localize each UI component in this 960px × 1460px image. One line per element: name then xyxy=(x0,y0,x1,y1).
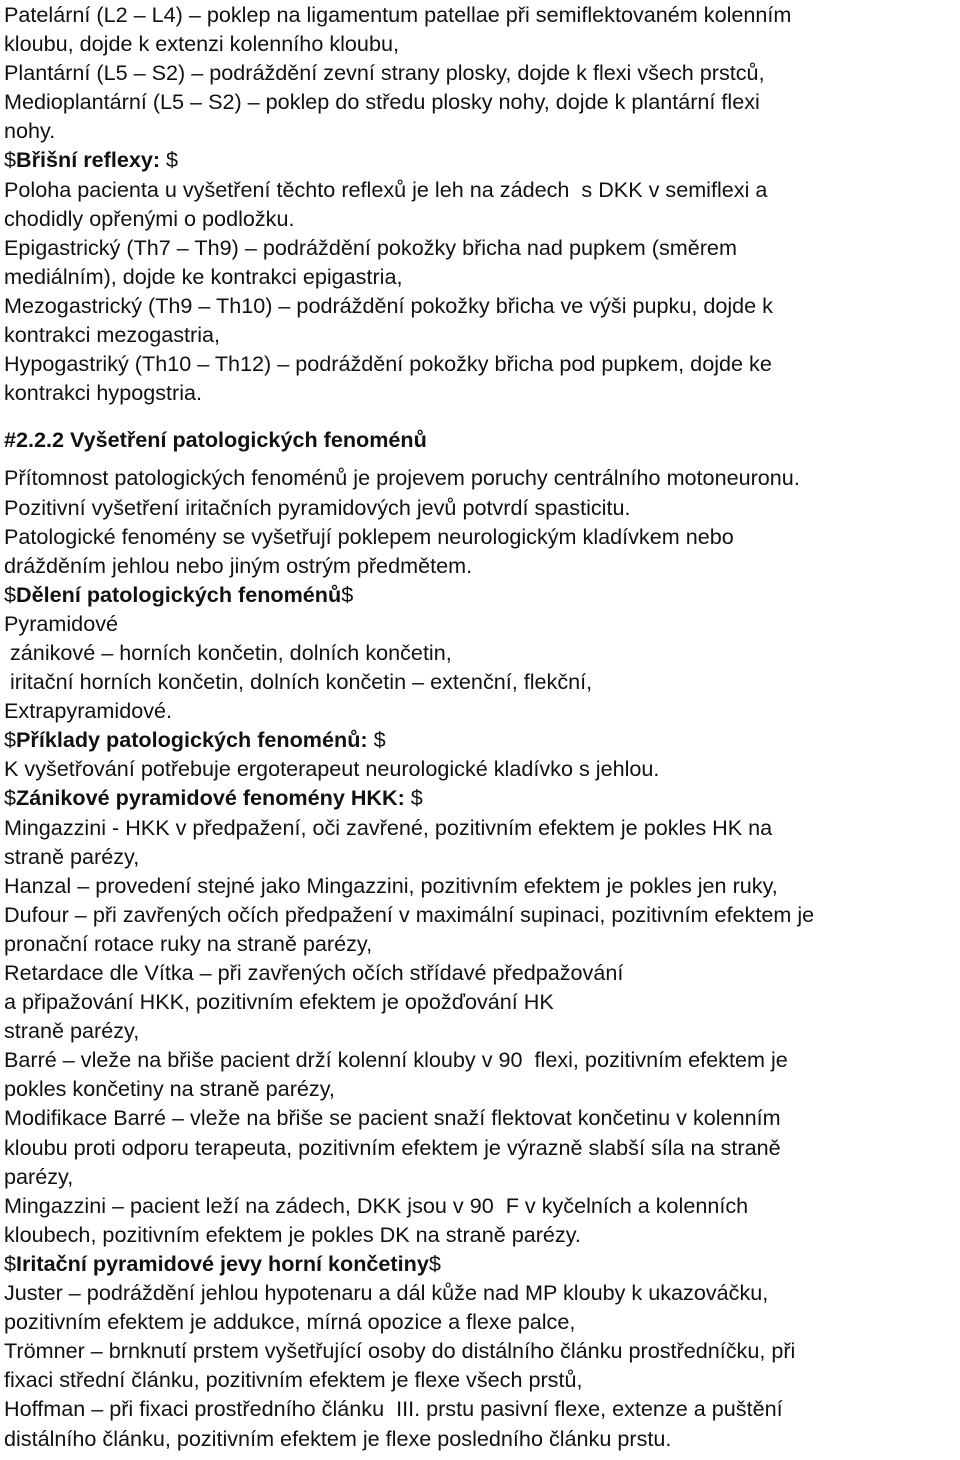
text-line: Mingazzini – pacient leží na zádech, DKK jsou v 90 F v kyčelních a kolenních xyxy=(4,1192,749,1218)
text-line: Pyramidové xyxy=(4,610,119,636)
section-heading-2-2-2: #2.2.2 Vyšetření patologických fenoménů xyxy=(4,427,427,453)
heading-marker: $ xyxy=(367,727,386,753)
section-heading-iritacni xyxy=(4,1249,956,1278)
paragraph-spacer xyxy=(4,454,956,463)
heading-marker: $ xyxy=(404,785,423,811)
heading-marker: $ xyxy=(341,581,354,607)
text-line: Hoffman – při fixaci prostředního článku III. prstu pasivní flexe, extenze a puštění xyxy=(4,1396,783,1422)
text-line: Retardace dle Vítka – při zavřených očích střídavé předpažování xyxy=(4,960,624,985)
section-heading-zanikove xyxy=(4,783,956,812)
heading-text: Břišní reflexy: xyxy=(16,147,161,173)
text-line: fixaci střední článku, pozitivním efektem je flexe všech prstů, xyxy=(4,1367,583,1393)
text-line: Extrapyramidové. xyxy=(4,698,173,724)
text-line: Poloha pacienta u vyšetření těchto reflexů je leh na zádech s DKK v semiflexi a xyxy=(4,176,768,202)
text-line: a připažování HKK, pozitivním efektem je opožďování HK xyxy=(4,989,554,1015)
text-line: Patelární (L2 – L4) – poklep na ligamentum patellae při semiflektovaném kolenním xyxy=(4,2,792,27)
text-line: pronační rotace ruky na straně parézy, xyxy=(4,930,373,956)
text-line: chodidly opřenými o podložku. xyxy=(4,205,295,231)
text-line: distálního článku, pozitivním efektem je flexe posledního článku prstu. xyxy=(4,1425,672,1451)
text-line: K vyšetřování potřebuje ergoterapeut neurologické kladívko s jehlou. xyxy=(4,756,660,782)
text-line: pokles končetiny na straně parézy, xyxy=(4,1076,335,1102)
text-line: Patologické fenomény se vyšetřují poklepem neurologickým kladívkem nebo xyxy=(4,523,734,549)
text-line: straně parézy, xyxy=(4,843,140,869)
text-line: kloubech, pozitivním efektem je pokles DK na straně parézy. xyxy=(4,1221,581,1247)
text-line: Barré – vleže na břiše pacient drží kolenní klouby v 90 flexi, pozitivním efektem je xyxy=(4,1047,788,1073)
text-line: mediálním), dojde ke kontrakci epigastria, xyxy=(4,263,403,289)
text-line: pozitivním efektem je addukce, mírná opozice a flexe palce, xyxy=(4,1309,576,1335)
text-line: nohy. xyxy=(4,118,56,144)
heading-marker: $ xyxy=(4,727,17,753)
heading-text: Zánikové pyramidové fenomény HKK: xyxy=(16,785,405,811)
heading-marker: $ xyxy=(160,147,179,173)
text-line: straně parézy, xyxy=(4,1018,140,1044)
text-line: kloubu, dojde k extenzi kolenního kloubu, xyxy=(4,31,399,57)
text-line: Přítomnost patologických fenoménů je projevem poruchy centrálního motoneuronu. xyxy=(4,465,800,491)
text-line: Mingazzini - HKK v předpažení, oči zavřené, pozitivním efektem je pokles HK na xyxy=(4,814,773,840)
heading-marker: $ xyxy=(4,581,17,607)
text-line: kontrakci mezogastria, xyxy=(4,322,221,348)
section-heading-abdominal-reflexes xyxy=(4,145,956,174)
heading-marker: $ xyxy=(4,147,17,173)
text-line: Hypogastriký (Th10 – Th12) – podráždění pokožky břicha pod pupkem, dojde ke xyxy=(4,351,772,377)
text-line: Juster – podráždění jehlou hypotenaru a dál kůže nad MP klouby k ukazováčku, xyxy=(4,1280,769,1306)
text-line: Pozitivní vyšetření iritačních pyramidových jevů potvrdí spasticitu. xyxy=(4,494,631,520)
text-line: Modifikace Barré – vleže na břiše se pacient snaží flektovat končetinu v kolenním xyxy=(4,1105,781,1131)
text-line: Trömner – brnknutí prstem vyšetřující osoby do distálního článku prostředníčku, při xyxy=(4,1338,796,1364)
paragraph-spacer xyxy=(4,407,956,425)
section-heading-examples xyxy=(4,725,956,754)
text-line: Dufour – při zavřených očích předpažení v maximální supinaci, pozitivním efektem je xyxy=(4,901,815,927)
heading-marker: $ xyxy=(4,785,17,811)
text-line: Medioplantární (L5 – S2) – poklep do středu plosky nohy, dojde k plantární flexi xyxy=(4,89,760,115)
text-line: Mezogastrický (Th9 – Th10) – podráždění pokožky břicha ve výši pupku, dojde k xyxy=(4,292,773,318)
text-line: drážděním jehlou nebo jiným ostrým předmětem. xyxy=(4,552,473,578)
heading-text: Iritační pyramidové jevy horní končetiny xyxy=(16,1250,429,1276)
heading-text: Dělení patologických fenoménů xyxy=(16,581,342,607)
heading-marker: $ xyxy=(4,1250,17,1276)
text-line: parézy, xyxy=(4,1163,74,1189)
section-heading-division xyxy=(4,580,956,609)
text-line: Hanzal – provedení stejné jako Mingazzini, pozitivním efektem je pokles jen ruky, xyxy=(4,872,778,898)
heading-text: Příklady patologických fenoménů: xyxy=(16,727,368,753)
heading-marker: $ xyxy=(428,1250,441,1276)
text-line: iritační horních končetin, dolních končetin – extenční, flekční, xyxy=(4,669,593,695)
text-line: Plantární (L5 – S2) – podráždění zevní strany plosky, dojde k flexi všech prstců, xyxy=(4,60,765,86)
text-line: kloubu proti odporu terapeuta, pozitivním efektem je výrazně slabší síla na straně xyxy=(4,1134,781,1160)
text-line: zánikové – horních končetin, dolních končetin, xyxy=(4,639,452,665)
text-line: kontrakci hypogstria. xyxy=(4,380,203,406)
text-line: Epigastrický (Th7 – Th9) – podráždění pokožky břicha nad pupkem (směrem xyxy=(4,234,737,260)
